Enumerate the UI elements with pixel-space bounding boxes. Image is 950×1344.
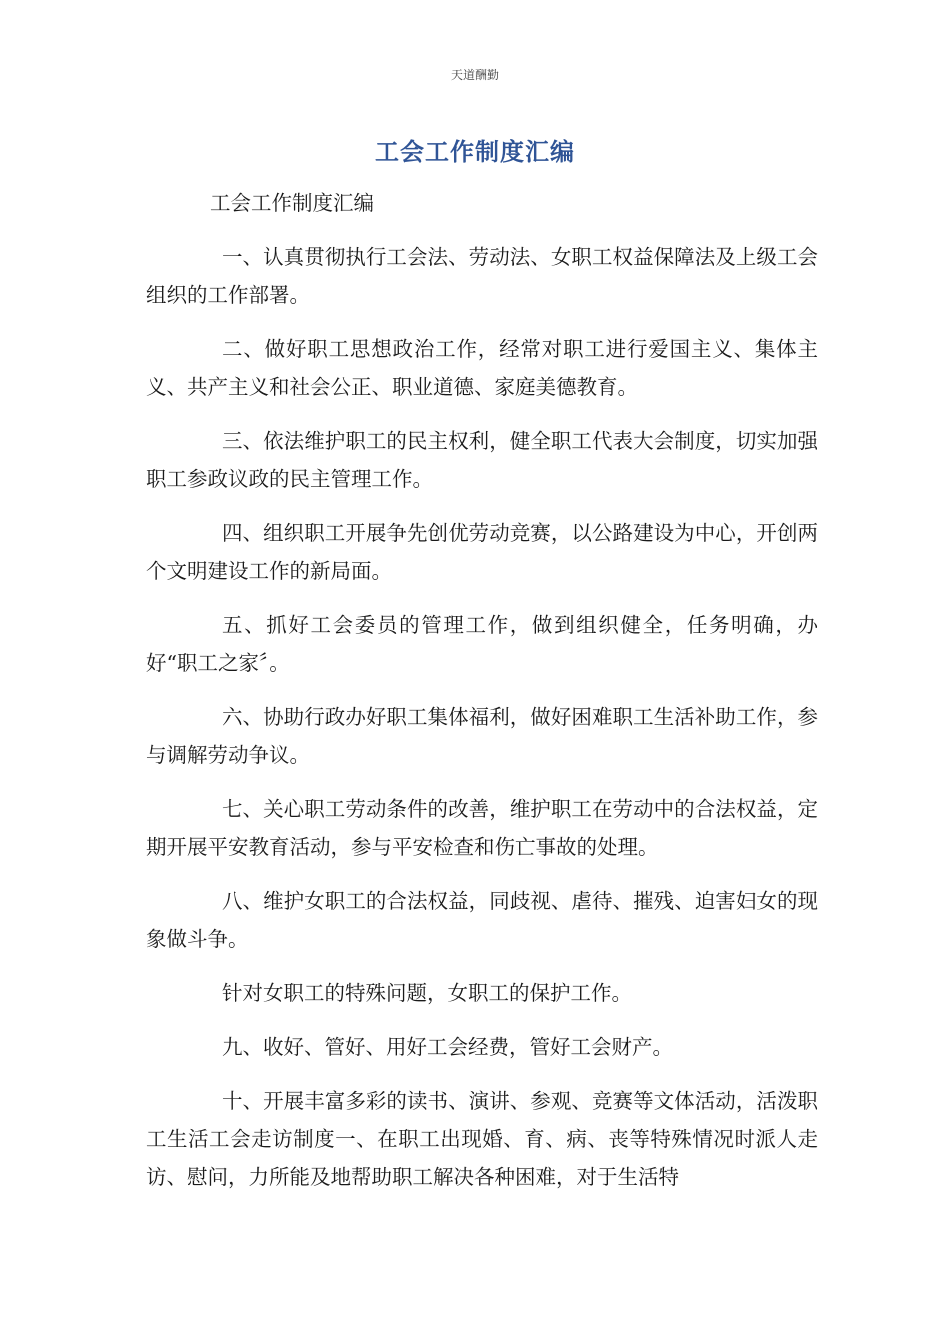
document-subtitle: 工会工作制度汇编 — [210, 191, 374, 215]
paragraph-1: 一、认真贯彻执行工会法、劳动法、女职工权益保障法及上级工会组织的工作部署。 — [146, 245, 818, 307]
paragraph-3: 三、依法维护职工的民主权利，健全职工代表大会制度，切实加强职工参政议政的民主管理工作。 — [146, 429, 818, 491]
document-title: 工会工作制度汇编 — [375, 138, 575, 166]
paragraph-11: 十、开展丰富多彩的读书、演讲、参观、竞赛等文体活动，活泼职工生活工会走访制度一、在职工出现婚、育、病、丧等特殊情况时派人走访、慰问，力所能及地帮助职工解决各种困难，对于生活特 — [146, 1089, 818, 1189]
page-header: 天道酬勤 — [450, 68, 499, 82]
paragraph-5: 五、抓好工会委员的管理工作，做到组织健全，任务明确，办好“职工之家〞。 — [146, 613, 818, 675]
paragraph-4: 四、组织职工开展争先创优劳动竞赛，以公路建设为中心，开创两个文明建设工作的新局面。 — [146, 521, 818, 583]
paragraph-6: 六、协助行政办好职工集体福利，做好困难职工生活补助工作，参与调解劳动争议。 — [146, 705, 818, 767]
paragraph-2: 二、做好职工思想政治工作，经常对职工进行爱国主义、集体主义、共产主义和社会公正、职业道德、家庭美德教育。 — [146, 337, 818, 399]
paragraph-9: 针对女职工的特殊问题，女职工的保护工作。 — [222, 981, 632, 1005]
paragraph-7: 七、关心职工劳动条件的改善，维护职工在劳动中的合法权益，定期开展平安教育活动，参与平安检查和伤亡事故的处理。 — [146, 797, 818, 859]
document-body — [146, 184, 818, 1212]
paragraph-8: 八、维护女职工的合法权益，同歧视、虐待、摧残、迫害妇女的现象做斗争。 — [146, 889, 818, 951]
paragraph-10: 九、收好、管好、用好工会经费，管好工会财产。 — [222, 1035, 673, 1059]
